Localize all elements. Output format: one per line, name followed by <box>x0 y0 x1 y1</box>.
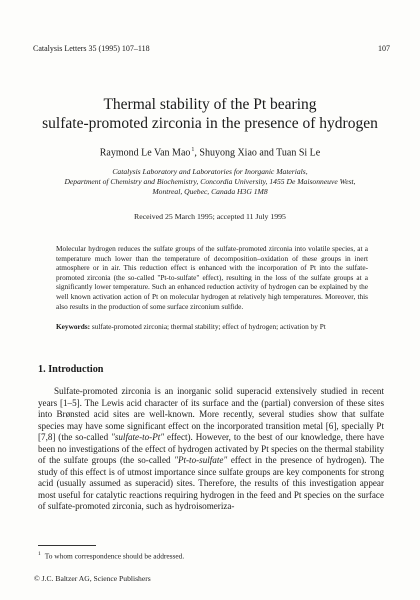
journal-citation: Catalysis Letters 35 (1995) 107–118 <box>33 44 150 53</box>
affiliation-line: Montreal, Quebec, Canada H3G 1M8 <box>152 187 268 196</box>
footnote-text: To whom correspondence should be addressed. <box>44 551 185 561</box>
intro-text: effect). However, to the best of our knowledge, there have been no investigations of the effect of hydrogen activated by Pt species on the thermal stability of the sulfate groups (the so-called <box>38 432 384 466</box>
received-dates: Received 25 March 1995; accepted 11 July 1995 <box>134 212 286 221</box>
affiliation-line: Department of Chemistry and Biochemistry, Concordia University, 1455 De Maisonneuve West, <box>64 177 356 186</box>
keywords <box>56 322 368 332</box>
title-line: sulfate-promoted zirconia in the presence of hydrogen <box>42 115 378 132</box>
affiliation-line: Catalysis Laboratory and Laboratories for Inorganic Materials, <box>112 167 308 176</box>
intro-emphasis: "Pt-to-sulfate" <box>174 455 228 466</box>
intro-emphasis: "sulfate-to-Pt" <box>111 432 165 443</box>
author-names: , Shuyong Xiao and Tuan Si Le <box>194 147 321 159</box>
intro-text: Sulfate-promoted zirconia is an inorganic solid superacid extensively studied in recent years [1–5]. The Lewis acid character of its surface and the (partial) conversion of these sites into Brønsted acid sites are well-known. More recently, several studies show that sulfate species may have some significant effect on the incorporated transition metal [6], specially Pt [7,8] (the so-called <box>38 386 384 443</box>
affiliation <box>30 167 390 197</box>
footnote <box>38 551 384 560</box>
section-heading: 1. Introduction <box>38 364 104 375</box>
intro-text: effect in the presence of hydrogen). The study of this effect is of utmost importance since sulfate groups are key components for strong acid (usually assumed as superacid) sites. Therefore, the results of this investigation appear most useful for catalytic reactions requiring hydrogen in the feed and Pt species on the surface of sulfate-promoted zirconia, such as hydroisomeriza- <box>38 455 384 512</box>
author-footnote-mark: 1 <box>191 147 195 153</box>
article-title <box>30 95 390 133</box>
page-number: 107 <box>378 44 390 53</box>
title-line: Thermal stability of the Pt bearing <box>103 96 317 113</box>
abstract: Molecular hydrogen reduces the sulfate groups of the sulfate-promoted zirconia into volatile species, at a temperature much lower than the temperature of decomposition–oxidation of these groups in inert atmosphere or in air. This reduction effect is enhanced with the incorporation of Pt into the sulfate-promoted zirconia (the so-called "Pt-to-sulfate" effect), resulting in the loss of the sulfate groups at a significantly lower temperature. Such an enhanced reduction activity of hydrogen can be explained by the well known activation action of Pt on molecular hydrogen at relatively high temperatures. Moreover, this also results in the production of some surface zirconium sulfide. <box>56 244 368 311</box>
keywords-text: sulfate-promoted zirconia; thermal stability; effect of hydrogen; activation by Pt <box>90 322 326 331</box>
intro-paragraph <box>38 386 384 513</box>
author-list <box>30 147 390 158</box>
keywords-label: Keywords: <box>56 322 91 331</box>
footnote-mark: 1 <box>38 551 41 557</box>
copyright: © J.C. Baltzer AG, Science Publishers <box>34 574 151 583</box>
footnote-divider <box>38 545 96 546</box>
author-name: Raymond Le Van Mao <box>99 147 191 159</box>
